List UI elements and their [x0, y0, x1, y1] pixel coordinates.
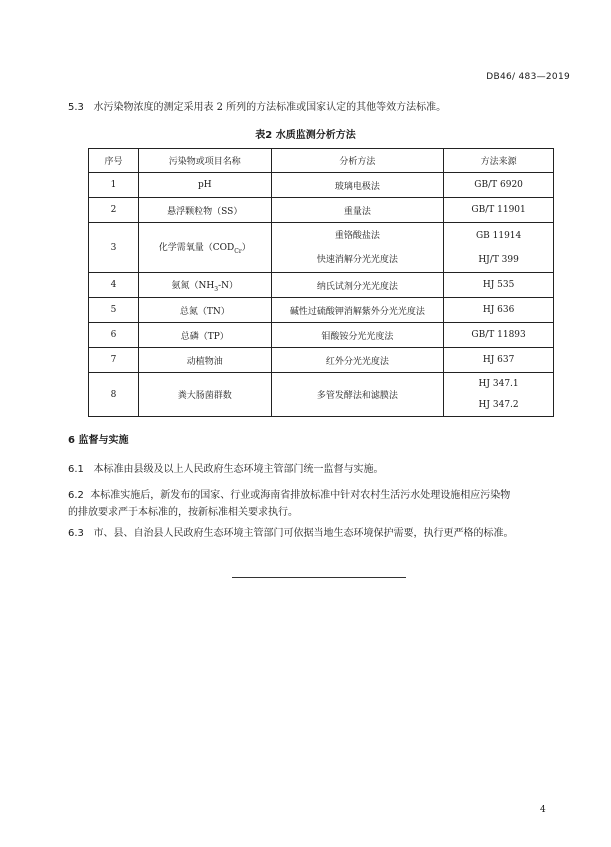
- row-method: [271, 223, 444, 273]
- table-row: [89, 323, 554, 348]
- header-no: 序号: [89, 149, 139, 173]
- table-row: [89, 223, 554, 273]
- header-method: 分析方法: [271, 149, 444, 173]
- row-source: GB/T 11893: [444, 323, 554, 348]
- row-item: 悬浮颗粒物（SS）: [138, 198, 271, 223]
- item-text-end: -N）: [218, 280, 239, 291]
- end-rule: [232, 577, 406, 578]
- section-6-heading: 6 监督与实施: [68, 435, 129, 446]
- row-no: 6: [89, 323, 139, 348]
- page-number: 4: [540, 805, 546, 815]
- item-text: 氨氮（NH: [171, 280, 215, 291]
- clause-line: [68, 487, 510, 504]
- source-line: HJ 347.2: [478, 399, 519, 410]
- clause-text: 本标准实施后，新发布的国家、行业或海南省排放标准中针对农村生活污水处理设施相应污染物: [90, 490, 511, 501]
- table-header-row: [89, 149, 554, 173]
- item-text-end: ）: [241, 243, 251, 254]
- water-quality-methods-table: [88, 148, 554, 417]
- row-method: 玻璃电极法: [271, 173, 444, 198]
- clause-number: 6.2: [68, 490, 84, 501]
- clause-text: 本标准由县级及以上人民政府生态环境主管部门统一监督与实施。: [93, 464, 384, 475]
- row-method: 重量法: [271, 198, 444, 223]
- clause-5-3: [68, 99, 446, 116]
- row-item: 动植物油: [138, 348, 271, 373]
- row-item: [138, 223, 271, 273]
- row-no: 1: [89, 173, 139, 198]
- table-row: [89, 298, 554, 323]
- row-item: pH: [138, 173, 271, 198]
- clause-6-3: [68, 525, 513, 542]
- item-subscript: Cr: [234, 247, 242, 255]
- document-number: DB46/ 483—2019: [486, 72, 570, 82]
- clause-text: 市、县、自治县人民政府生态环境主管部门可依据当地生态环境保护需要，执行更严格的标准。: [93, 528, 514, 539]
- row-no: 8: [89, 373, 139, 417]
- table-row: [89, 373, 554, 417]
- row-source: HJ 636: [444, 298, 554, 323]
- row-no: 7: [89, 348, 139, 373]
- clause-number: 6.3: [68, 528, 84, 539]
- clause-line: 的排放要求严于本标准的，按新标准相关要求执行。: [68, 507, 298, 518]
- row-item: [138, 273, 271, 298]
- method-line: 快速消解分光光度法: [316, 254, 398, 265]
- clause-text: 水污染物浓度的测定采用表 2 所列的方法标准或国家认定的其他等效方法标准。: [93, 102, 447, 113]
- row-item: 总氮（TN）: [138, 298, 271, 323]
- row-no: 5: [89, 298, 139, 323]
- row-method: 纳氏试剂分光光度法: [271, 273, 444, 298]
- row-no: 4: [89, 273, 139, 298]
- row-method: 碱性过硫酸钾消解紫外分光光度法: [271, 298, 444, 323]
- method-line: 重铬酸盐法: [334, 230, 380, 241]
- source-line: GB 11914: [475, 230, 522, 241]
- row-source: GB/T 11901: [444, 198, 554, 223]
- row-method: 钼酸铵分光光度法: [271, 323, 444, 348]
- header-source: 方法来源: [444, 149, 554, 173]
- row-method: 多管发酵法和滤膜法: [271, 373, 444, 417]
- row-source: HJ 637: [444, 348, 554, 373]
- row-source: GB/T 6920: [444, 173, 554, 198]
- item-text: 化学需氧量（COD: [158, 243, 235, 254]
- clause-6-2: [68, 487, 510, 521]
- row-source: [444, 373, 554, 417]
- clause-6-1: [68, 461, 383, 478]
- row-method: 红外分光光度法: [271, 348, 444, 373]
- row-no: 2: [89, 198, 139, 223]
- table-row: [89, 273, 554, 298]
- row-no: 3: [89, 223, 139, 273]
- row-source: [444, 223, 554, 273]
- clause-number: 5.3: [68, 102, 84, 113]
- row-item: 总磷（TP）: [138, 323, 271, 348]
- row-item: 粪大肠菌群数: [138, 373, 271, 417]
- clause-number: 6.1: [68, 464, 84, 475]
- row-source: HJ 535: [444, 273, 554, 298]
- item-subscript: 3: [214, 285, 219, 293]
- source-line: HJ 347.1: [478, 378, 519, 389]
- table-row: [89, 348, 554, 373]
- source-line: HJ/T 399: [478, 254, 519, 265]
- table-caption: 表2 水质监测分析方法: [255, 130, 356, 141]
- table-row: [89, 198, 554, 223]
- header-item: 污染物或项目名称: [138, 149, 271, 173]
- table-row: [89, 173, 554, 198]
